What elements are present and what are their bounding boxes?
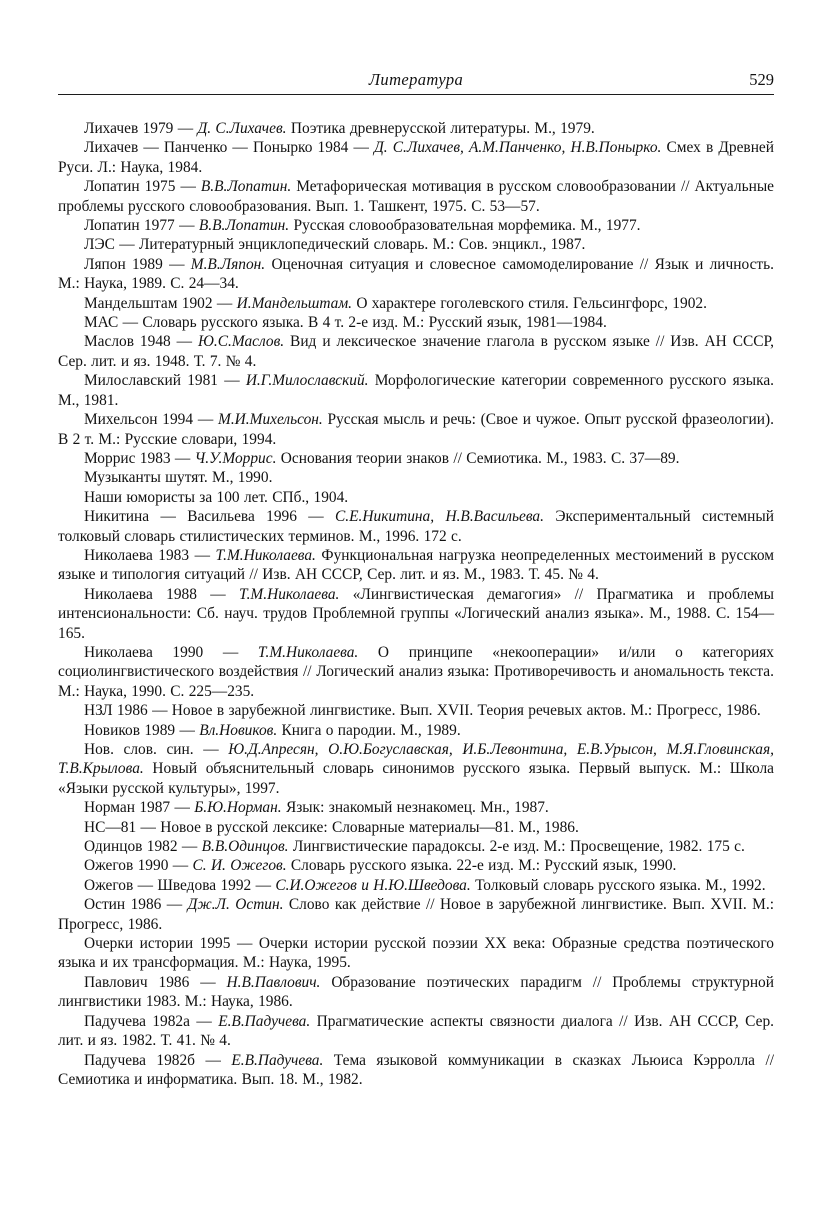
bibliography-entry bbox=[58, 468, 774, 487]
entry-author: Д. С.Лихачев, А.М.Панченко, Н.В.Понырко. bbox=[374, 139, 662, 157]
entry-author: С. И. Ожегов. bbox=[192, 857, 287, 875]
entry-text: Павлович 1986 — bbox=[84, 973, 227, 991]
entry-text: Одинцов 1982 — bbox=[84, 838, 202, 856]
entry-text: «Лингвистическая демагогия» // Прагматика и проблемы интенсиональности: Сб. науч. трудов Проблемной группы «Логический анализ языка». М., 1988. С. 154—165. bbox=[58, 585, 774, 642]
entry-text: Книга о пародии. М., 1989. bbox=[277, 721, 461, 739]
entry-text: Музыканты шутят. М., 1990. bbox=[84, 469, 273, 487]
bibliography-entry bbox=[58, 973, 774, 1012]
entry-text: Мандельштам 1902 — bbox=[84, 294, 237, 312]
bibliography-entry bbox=[58, 138, 774, 177]
entry-text: Ожегов — Шведова 1992 — bbox=[84, 876, 276, 894]
bibliography-entry bbox=[58, 798, 774, 817]
bibliography-entry bbox=[58, 740, 774, 798]
bibliography-entry bbox=[58, 701, 774, 720]
bibliography-entry bbox=[58, 216, 774, 235]
bibliography-entry bbox=[58, 410, 774, 449]
bibliography-entry bbox=[58, 235, 774, 254]
page-number: 529 bbox=[749, 70, 774, 89]
entry-text: Ожегов 1990 — bbox=[84, 857, 193, 875]
bibliography bbox=[58, 119, 774, 1089]
bibliography-entry bbox=[58, 488, 774, 507]
entry-text: Основания теории знаков // Семиотика. М., 1983. С. 37—89. bbox=[276, 449, 680, 467]
entry-text: НЗЛ 1986 — Новое в зарубежной лингвистике. Вып. XVII. Теория речевых актов. М.: Прогресс, 1986. bbox=[84, 702, 761, 720]
bibliography-entry bbox=[58, 119, 774, 138]
entry-author: Ю.Д.Апресян, О.Ю.Богуславская, И.Б.Левонтина, Е.В.Урысон, М.Я.Гловинская, Т.В.Крылова. bbox=[58, 741, 774, 778]
entry-author: М.В.Ляпон. bbox=[190, 255, 266, 273]
bibliography-entry bbox=[58, 507, 774, 546]
entry-text: Поэтика древнерусской литературы. М., 1979. bbox=[286, 120, 595, 137]
entry-text: Лингвистические парадоксы. 2-е изд. М.: Просвещение, 1982. 175 с. bbox=[288, 838, 745, 856]
entry-text: Язык: знакомый незнакомец. Мн., 1987. bbox=[281, 799, 549, 817]
entry-text: Падучева 1982б — bbox=[84, 1051, 232, 1069]
entry-text: Русская словообразовательная морфемика. М., 1977. bbox=[289, 217, 641, 235]
entry-text: Лопатин 1975 — bbox=[84, 178, 201, 196]
entry-text: Вид и лексическое значение глагола в русском языке // Изв. АН СССР, Сер. лит. и яз. 1948. Т. 7. № 4. bbox=[58, 333, 774, 370]
entry-text: О принципе «некооперации» и/или о категориях социолингвистического воздействия // Логический анализ языка: Противоречивость и аномальность текста. М.: Наука, 1990. С. 225—235. bbox=[58, 643, 774, 700]
bibliography-entry bbox=[58, 332, 774, 371]
entry-text: Падучева 1982а — bbox=[84, 1012, 219, 1030]
section-title: Литература bbox=[368, 70, 464, 89]
bibliography-entry bbox=[58, 585, 774, 643]
entry-text: Слово как действие // Новое в зарубежной лингвистике. Вып. XVII. М.: Прогресс, 1986. bbox=[58, 896, 774, 933]
entry-text: Оценочная ситуация и словесное самомоделирование // Язык и личность. М.: Наука, 1989. С. 24—34. bbox=[58, 255, 775, 293]
entry-text: Моррис 1983 — bbox=[84, 449, 195, 467]
entry-text: Образование поэтических парадигм // Проблемы структурной лингвистики 1983. М.: Наука, 1986. bbox=[58, 973, 774, 1011]
entry-text: Смех в Древней Руси. Л.: Наука, 1984. bbox=[58, 139, 775, 176]
entry-text: НС—81 — Новое в русской лексике: Словарные материалы—81. М., 1986. bbox=[84, 818, 579, 836]
entry-text: Никитина — Васильева 1996 — bbox=[84, 508, 336, 526]
entry-text: МАС — Словарь русского языка. В 4 т. 2-е изд. М.: Русский язык, 1981—1984. bbox=[84, 314, 607, 332]
entry-author: В.В.Одинцов. bbox=[201, 838, 289, 856]
entry-text: Тема языковой коммуникации в сказках Льюиса Кэрролла // Семиотика и информатика. Вып. 18. М., 1982. bbox=[58, 1051, 775, 1088]
entry-text: Маслов 1948 — bbox=[84, 333, 198, 351]
entry-author: Т.М.Николаева. bbox=[257, 643, 359, 661]
bibliography-entry bbox=[58, 895, 774, 934]
bibliography-entry bbox=[58, 371, 774, 410]
entry-text: Лихачев 1979 — bbox=[84, 120, 198, 137]
entry-text: Прагматические аспекты связности диалога // Изв. АН СССР, Сер. лит. и яз. 1982. Т. 41. № 4. bbox=[58, 1012, 774, 1050]
entry-text: Экспериментальный системный толковый словарь стилистических терминов. М., 1996. 172 с. bbox=[58, 508, 774, 545]
entry-text: Морфологические категории современного русского языка. М., 1981. bbox=[58, 372, 774, 409]
entry-author: Б.Ю.Норман. bbox=[194, 799, 282, 817]
entry-author: Т.М.Николаева. bbox=[215, 546, 316, 564]
entry-text: О характере гоголевского стиля. Гельсингфорс, 1902. bbox=[352, 294, 707, 312]
entry-author: Е.В.Падучева. bbox=[231, 1051, 324, 1069]
bibliography-entry bbox=[58, 818, 774, 837]
entry-author: Т.М.Николаева. bbox=[238, 585, 340, 603]
entry-text: Лихачев — Панченко — Понырко 1984 — bbox=[84, 139, 375, 157]
entry-author: В.В.Лопатин. bbox=[200, 178, 292, 196]
bibliography-entry bbox=[58, 856, 774, 875]
entry-text: Словарь русского языка. 22-е изд. М.: Русский язык, 1990. bbox=[286, 857, 677, 875]
entry-author: Дж.Л. Остин. bbox=[187, 896, 284, 914]
entry-text: Николаева 1990 — bbox=[84, 643, 258, 661]
entry-author: И.Г.Милославский. bbox=[245, 372, 369, 390]
bibliography-entry bbox=[58, 934, 774, 973]
entry-author: Вл.Новиков. bbox=[199, 721, 278, 739]
bibliography-entry bbox=[58, 294, 774, 313]
entry-text: Михельсон 1994 — bbox=[84, 411, 218, 429]
entry-author: Н.В.Павлович. bbox=[226, 973, 321, 991]
entry-text: Норман 1987 — bbox=[84, 799, 195, 817]
entry-author: В.В.Лопатин. bbox=[198, 217, 290, 235]
entry-author: Ю.С.Маслов. bbox=[198, 333, 285, 351]
entry-text: Остин 1986 — bbox=[84, 896, 188, 914]
entry-text: Новиков 1989 — bbox=[84, 721, 200, 739]
entry-text: Новый объяснительный словарь синонимов русского языка. Первый выпуск. М.: Школа «Языки русской культуры», 1997. bbox=[58, 760, 774, 797]
bibliography-entry bbox=[58, 546, 774, 585]
entry-text: ЛЭС — Литературный энциклопедический словарь. М.: Сов. энцикл., 1987. bbox=[84, 236, 586, 254]
entry-text: Наши юмористы за 100 лет. СПб., 1904. bbox=[84, 488, 349, 506]
entry-author: Ч.У.Моррис. bbox=[194, 449, 277, 467]
entry-author: И.Мандельштам. bbox=[236, 294, 352, 312]
entry-author: Е.В.Падучева. bbox=[218, 1012, 311, 1030]
entry-author: М.И.Михельсон. bbox=[218, 411, 323, 429]
entry-text: Николаева 1983 — bbox=[84, 546, 216, 564]
bibliography-entry bbox=[58, 721, 774, 740]
entry-author: С.И.Ожегов и Н.Ю.Шведова. bbox=[275, 876, 471, 894]
entry-text: Очерки истории 1995 — Очерки истории русской поэзии XX века: Образные средства поэтического языка и их трансформация. М.: Наука, 1995. bbox=[58, 935, 774, 972]
entry-text: Лопатин 1977 — bbox=[84, 217, 199, 235]
bibliography-entry bbox=[58, 255, 774, 294]
page-header bbox=[58, 70, 774, 95]
bibliography-entry bbox=[58, 1012, 774, 1051]
bibliography-entry bbox=[58, 313, 774, 332]
bibliography-entry bbox=[58, 837, 774, 856]
bibliography-entry bbox=[58, 643, 774, 701]
bibliography-entry bbox=[58, 876, 774, 895]
bibliography-entry bbox=[58, 449, 774, 468]
entry-text: Милославский 1981 — bbox=[84, 372, 246, 390]
bibliography-entry bbox=[58, 1051, 774, 1090]
entry-author: Д. С.Лихачев. bbox=[197, 120, 287, 137]
entry-text: Функциональная нагрузка неопределенных местоимений в русском языке и типология ситуаций // Изв. АН СССР, Сер. лит. и яз. М., 1983. Т. 45. № 4. bbox=[58, 546, 774, 584]
entry-text: Русская мысль и речь: (Свое и чужое. Опыт русской фразеологии). В 2 т. М.: Русские словари, 1994. bbox=[58, 411, 774, 448]
entry-text: Нов. слов. син. — bbox=[84, 741, 229, 758]
entry-author: С.Е.Никитина, Н.В.Васильева. bbox=[335, 508, 544, 526]
entry-text: Ляпон 1989 — bbox=[84, 255, 191, 273]
bibliography-entry bbox=[58, 177, 774, 216]
entry-text: Николаева 1988 — bbox=[84, 585, 239, 603]
entry-text: Толковый словарь русского языка. М., 1992. bbox=[470, 876, 766, 894]
entry-text: Метафорическая мотивация в русском словообразовании // Актуальные проблемы русского словообразования. Вып. 1. Ташкент, 1975. С. 53—57. bbox=[58, 178, 774, 215]
